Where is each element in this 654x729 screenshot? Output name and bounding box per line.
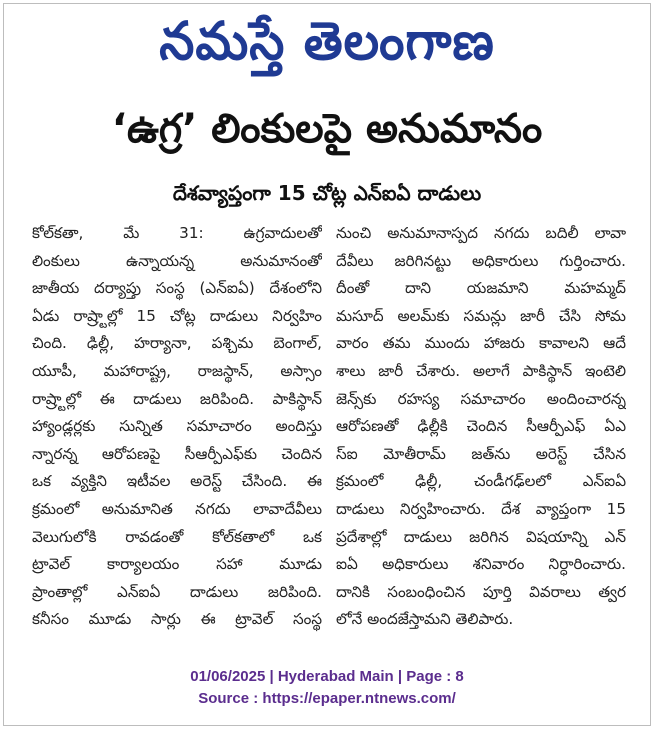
body-line: హ్యాండ్లర్లకు సున్నిత సమాచారం అందిస్తు [32,417,322,436]
body-line: జెన్స్‌కు రహస్య సమాచారం అందించారన్న [336,389,626,408]
body-line: స్ఐ మోతీరామ్ జత్‌ను అరెస్ట్ చేసిన [336,444,626,463]
body-line: శాలు జారీ చేశారు. అలాగే పాకిస్థాన్ ఇంటెలి [336,361,626,380]
body-line: లింకులు ఉన్నాయన్న అనుమానంతో [32,251,322,270]
body-line: యూపీ, మహారాష్ట్ర, రాజస్థాన్, అస్సాం [32,361,322,380]
body-line: ప్రాంతాల్లో ఎన్ఐఏ దాడులు జరిపింది. [32,582,322,601]
body-line: వారం తమ ముందు హాజరు కావాలని ఆదే [336,334,626,353]
body-line: ఒక వ్యక్తిని ఇటీవల అరెస్ట్ చేసింది. ఈ [32,472,322,491]
body-line: దీంతో దాని యజమాని మహమ్మద్ [336,279,626,298]
article-column-right [336,220,626,634]
body-line: దేవీలు జరిగినట్టు అధికారులు గుర్తించారు. [336,251,626,270]
body-line: ఆరోపణతో ఢిల్లీకి చెందిన సీఆర్పీఎఫ్ ఏఎ [336,417,626,436]
body-line: కనీసం మూడు సార్లు ఈ ట్రావెల్ సంస్థ [32,610,322,629]
body-line: రాష్ర్టాల్లో ఈ దాడులు జరిపింది. పాకిస్థాన్ [32,389,322,408]
body-line: జాతీయ దర్యాప్తు సంస్థ (ఎన్ఐఏ) దేశంలోని [32,279,322,298]
article-subheadline: దేశవ్యాప్తంగా 15 చోట్ల ఎన్ఐఏ దాడులు [172,181,482,205]
footer-source-link[interactable]: Source : https://epaper.ntnews.com/ [198,690,456,707]
body-line: దాడులు నిర్వహించారు. దేశ వ్యాప్తంగా 15 [336,499,626,518]
article-headline: ‘ఉగ్ర’ లింకులపై అనుమానం [111,106,543,152]
body-line: ప్రదేశాల్లో దాడులు జరిగిన విషయాన్ని ఎన్ [336,527,626,546]
body-line: క్రమంలో అనుమానిత నగదు లావాదేవీలు [32,499,322,518]
body-line: మసూద్ అలమ్‌కు సమన్లు జారీ చేసి సోమ [336,306,626,325]
body-line: లోనే అందజేస్తామని తెలిపారు. [336,610,514,629]
body-line: కోల్‌కతా, మే 31: ఉగ్రవాదులతో [32,224,322,242]
newspaper-masthead: నమస్తే తెలంగాణ [159,10,495,72]
body-line: నుంచి అనుమానాస్పద నగదు బదిలీ లావా [336,224,626,242]
body-line: చింది. ఢిల్లీ, హర్యానా, పశ్చిమ బెంగాల్, [32,334,322,353]
body-line: ఏడు రాష్ర్టాల్లో 15 చోట్ల దాడులు నిర్వహిం [32,306,322,325]
body-line: వెలుగులోకి రావడంతో కోల్‌కతాలో ఒక [32,527,322,546]
body-line: క్రమంలో ఢిల్లీ, చండీగఢ్‌లలో ఎన్ఐఏ [336,472,626,491]
body-line: దానికి సంబంధించిన పూర్తి వివరాలు త్వర [336,582,626,601]
footer-edition-info: 01/06/2025 | Hyderabad Main | Page : 8 [190,668,464,685]
article-column-left [32,220,322,634]
body-line: ట్రావెల్ కార్యాలయం సహా మూడు [32,555,322,574]
body-line: న్నారన్న ఆరోపణపై సీఆర్పీఎఫ్‌కు చెందిన [32,444,322,463]
body-line: ఐఏ అధికారులు శనివారం నిర్ధారించారు. [336,555,626,574]
